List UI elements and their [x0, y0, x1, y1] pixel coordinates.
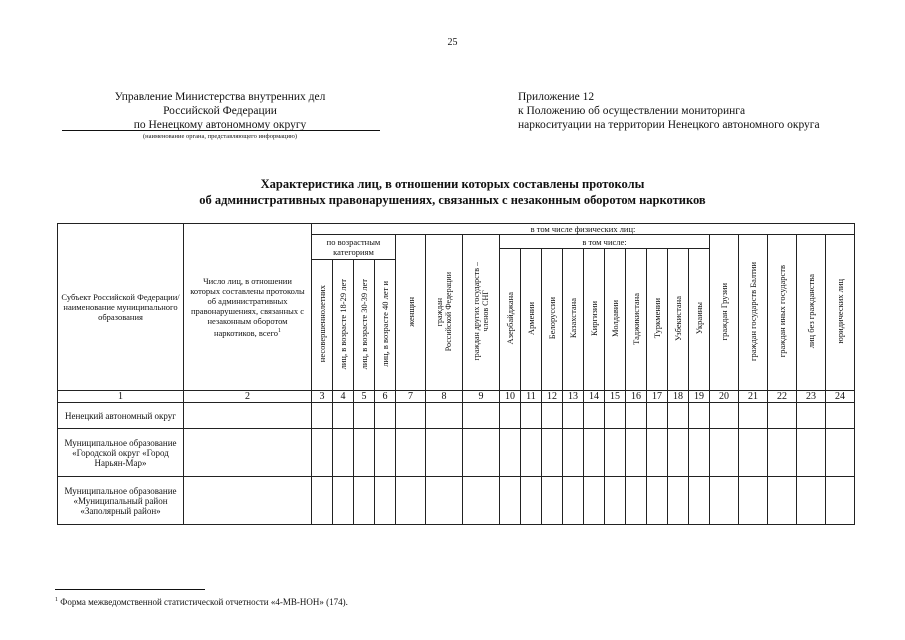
column-number: 11 [521, 391, 542, 403]
header-georgia: граждан Грузии [710, 235, 739, 391]
column-number: 7 [396, 391, 426, 403]
title-line-1: Характеристика лиц, в отношении которых составлены протоколы [260, 177, 645, 191]
column-number: 20 [710, 391, 739, 403]
column-number: 8 [426, 391, 463, 403]
table-cell [626, 429, 647, 477]
column-number: 12 [542, 391, 563, 403]
table-cell [710, 429, 739, 477]
header-country: Украины [689, 249, 710, 391]
column-number: 17 [647, 391, 668, 403]
header-age-group: по возрастным категориям [312, 235, 396, 260]
column-number: 24 [826, 391, 855, 403]
appendix-line-1: Приложение 12 [518, 91, 595, 103]
table-cell [354, 429, 375, 477]
table-cell [710, 477, 739, 525]
table-cell [500, 429, 521, 477]
table-cell [463, 477, 500, 525]
table-cell [689, 429, 710, 477]
page-number: 25 [447, 37, 458, 48]
header-country: Армении [521, 249, 542, 391]
table-cell [626, 403, 647, 429]
header-age-30-39: лиц, в возрасте 30-39 лет [354, 260, 375, 391]
organization-line-2: Российской Федерации [163, 105, 277, 117]
row-label: Муниципальное образование «Муниципальный район «Заполярный район» [58, 477, 184, 525]
table-cell [333, 429, 354, 477]
appendix-line-3: наркоситуации на территории Ненецкого автономного округа [518, 119, 820, 131]
table-cell [542, 429, 563, 477]
table-cell [626, 477, 647, 525]
table-cell [668, 429, 689, 477]
header-legal-entities: юридических лиц [826, 235, 855, 391]
organization-underline [62, 130, 380, 131]
column-number: 1 [58, 391, 184, 403]
table-cell [647, 429, 668, 477]
column-number: 4 [333, 391, 354, 403]
table-row [58, 403, 855, 429]
table-cell [312, 403, 333, 429]
header-subject: Субъект Российской Федерации/ наименование муниципального образования [58, 224, 184, 391]
column-number: 22 [768, 391, 797, 403]
table-cell [396, 429, 426, 477]
table-cell [521, 429, 542, 477]
column-number: 10 [500, 391, 521, 403]
table-cell [826, 403, 855, 429]
header-country: Таджикистана [626, 249, 647, 391]
table-cell [605, 403, 626, 429]
appendix-block [518, 90, 878, 132]
header-country: Молдавии [605, 249, 626, 391]
table-cell [184, 429, 312, 477]
organization-line-1: Управление Министерства внутренних дел [114, 91, 326, 103]
table-cell [826, 429, 855, 477]
column-number: 9 [463, 391, 500, 403]
table-cell [312, 477, 333, 525]
header-other-states: граждан иных государств [768, 235, 797, 391]
column-number: 13 [563, 391, 584, 403]
table-cell [500, 477, 521, 525]
footnote-text: Форма межведомственной статистической отчетности «4-МВ-НОН» (174). [58, 597, 348, 607]
table-cell [396, 403, 426, 429]
column-number: 15 [605, 391, 626, 403]
header-age-40: лиц, в возрасте 40 лет и [375, 260, 396, 391]
header-total: Число лиц, в отношении которых составлены протоколы об административных правонарушениях, связанных с незаконным оборотом наркотиков, всего$^1$ [184, 224, 312, 391]
header-country: Казахстана [563, 249, 584, 391]
table-cell [768, 429, 797, 477]
column-number: 5 [354, 391, 375, 403]
header-country: Азербайджана [500, 249, 521, 391]
header-citizens-rf: граждан Российской Федерации [426, 235, 463, 391]
table-cell [689, 403, 710, 429]
table-cell [584, 477, 605, 525]
header-country: Киргизии [584, 249, 605, 391]
table-cell [584, 429, 605, 477]
column-number: 18 [668, 391, 689, 403]
column-number: 6 [375, 391, 396, 403]
document-title [0, 176, 905, 208]
table-cell [563, 429, 584, 477]
table-cell [689, 477, 710, 525]
organization-caption: (наименование органа, представляющего информацию) [142, 133, 298, 140]
table-cell [605, 429, 626, 477]
table-cell [739, 477, 768, 525]
table-cell [375, 403, 396, 429]
table-cell [396, 477, 426, 525]
column-number: 14 [584, 391, 605, 403]
table-cell [668, 477, 689, 525]
table-cell [184, 477, 312, 525]
column-number: 3 [312, 391, 333, 403]
report-table [57, 223, 855, 525]
title-line-2: об административных правонарушениях, связанных с незаконным оборотом наркотиков [199, 193, 706, 207]
table-cell [739, 429, 768, 477]
footnote-ref: 1 [278, 328, 282, 335]
row-label: Ненецкий автономный округ [58, 403, 184, 429]
table-cell [375, 429, 396, 477]
table-cell [647, 403, 668, 429]
table-cell [563, 403, 584, 429]
table-row [58, 429, 855, 477]
header-stateless: лиц без гражданства [797, 235, 826, 391]
table-cell [584, 403, 605, 429]
table-cell [375, 477, 396, 525]
column-number: 16 [626, 391, 647, 403]
header-cis: граждан других государств – членов СНГ [463, 235, 500, 391]
footnote [55, 595, 348, 608]
table-row [58, 477, 855, 525]
table-cell [768, 403, 797, 429]
header-age-18-29: лиц, в возрасте 18-29 лет [333, 260, 354, 391]
table-cell [426, 403, 463, 429]
table-cell [354, 403, 375, 429]
column-numbers-row [58, 391, 855, 403]
table-cell [542, 477, 563, 525]
table-cell [426, 429, 463, 477]
header-country: Узбекистана [668, 249, 689, 391]
organization-block [60, 90, 380, 132]
footnote-rule [55, 589, 205, 590]
organization-line-3: по Ненецкому автономному округу [133, 119, 307, 131]
table-cell [710, 403, 739, 429]
table-cell [333, 403, 354, 429]
table-cell [768, 477, 797, 525]
footnote-marker: 1 [55, 597, 58, 603]
header-individuals: в том числе физических лиц: [312, 224, 855, 235]
row-label: Муниципальное образование «Городской округ «Город Нарьян-Мар» [58, 429, 184, 477]
table-cell [463, 403, 500, 429]
header-minors: несовершеннолетних [312, 260, 333, 391]
table-cell [463, 429, 500, 477]
header-country: Туркмении [647, 249, 668, 391]
table-cell [797, 477, 826, 525]
header-country: Белоруссии [542, 249, 563, 391]
table-cell [354, 477, 375, 525]
table-cell [521, 477, 542, 525]
table-cell [542, 403, 563, 429]
column-number: 23 [797, 391, 826, 403]
table-cell [184, 403, 312, 429]
table-cell [668, 403, 689, 429]
column-number: 21 [739, 391, 768, 403]
table-cell [739, 403, 768, 429]
header-women: женщин [396, 235, 426, 391]
table-cell [647, 477, 668, 525]
table-cell [797, 429, 826, 477]
column-number: 2 [184, 391, 312, 403]
table-cell [563, 477, 584, 525]
table-cell [333, 477, 354, 525]
column-number: 19 [689, 391, 710, 403]
table-cell [521, 403, 542, 429]
table-cell [426, 477, 463, 525]
header-including: в том числе: [500, 235, 710, 249]
appendix-line-2: к Положению об осуществлении мониторинга [518, 105, 746, 117]
header-baltic: граждан государств Балтии [739, 235, 768, 391]
table-cell [312, 429, 333, 477]
table-cell [500, 403, 521, 429]
table-cell [797, 403, 826, 429]
table-cell [826, 477, 855, 525]
table-cell [605, 477, 626, 525]
